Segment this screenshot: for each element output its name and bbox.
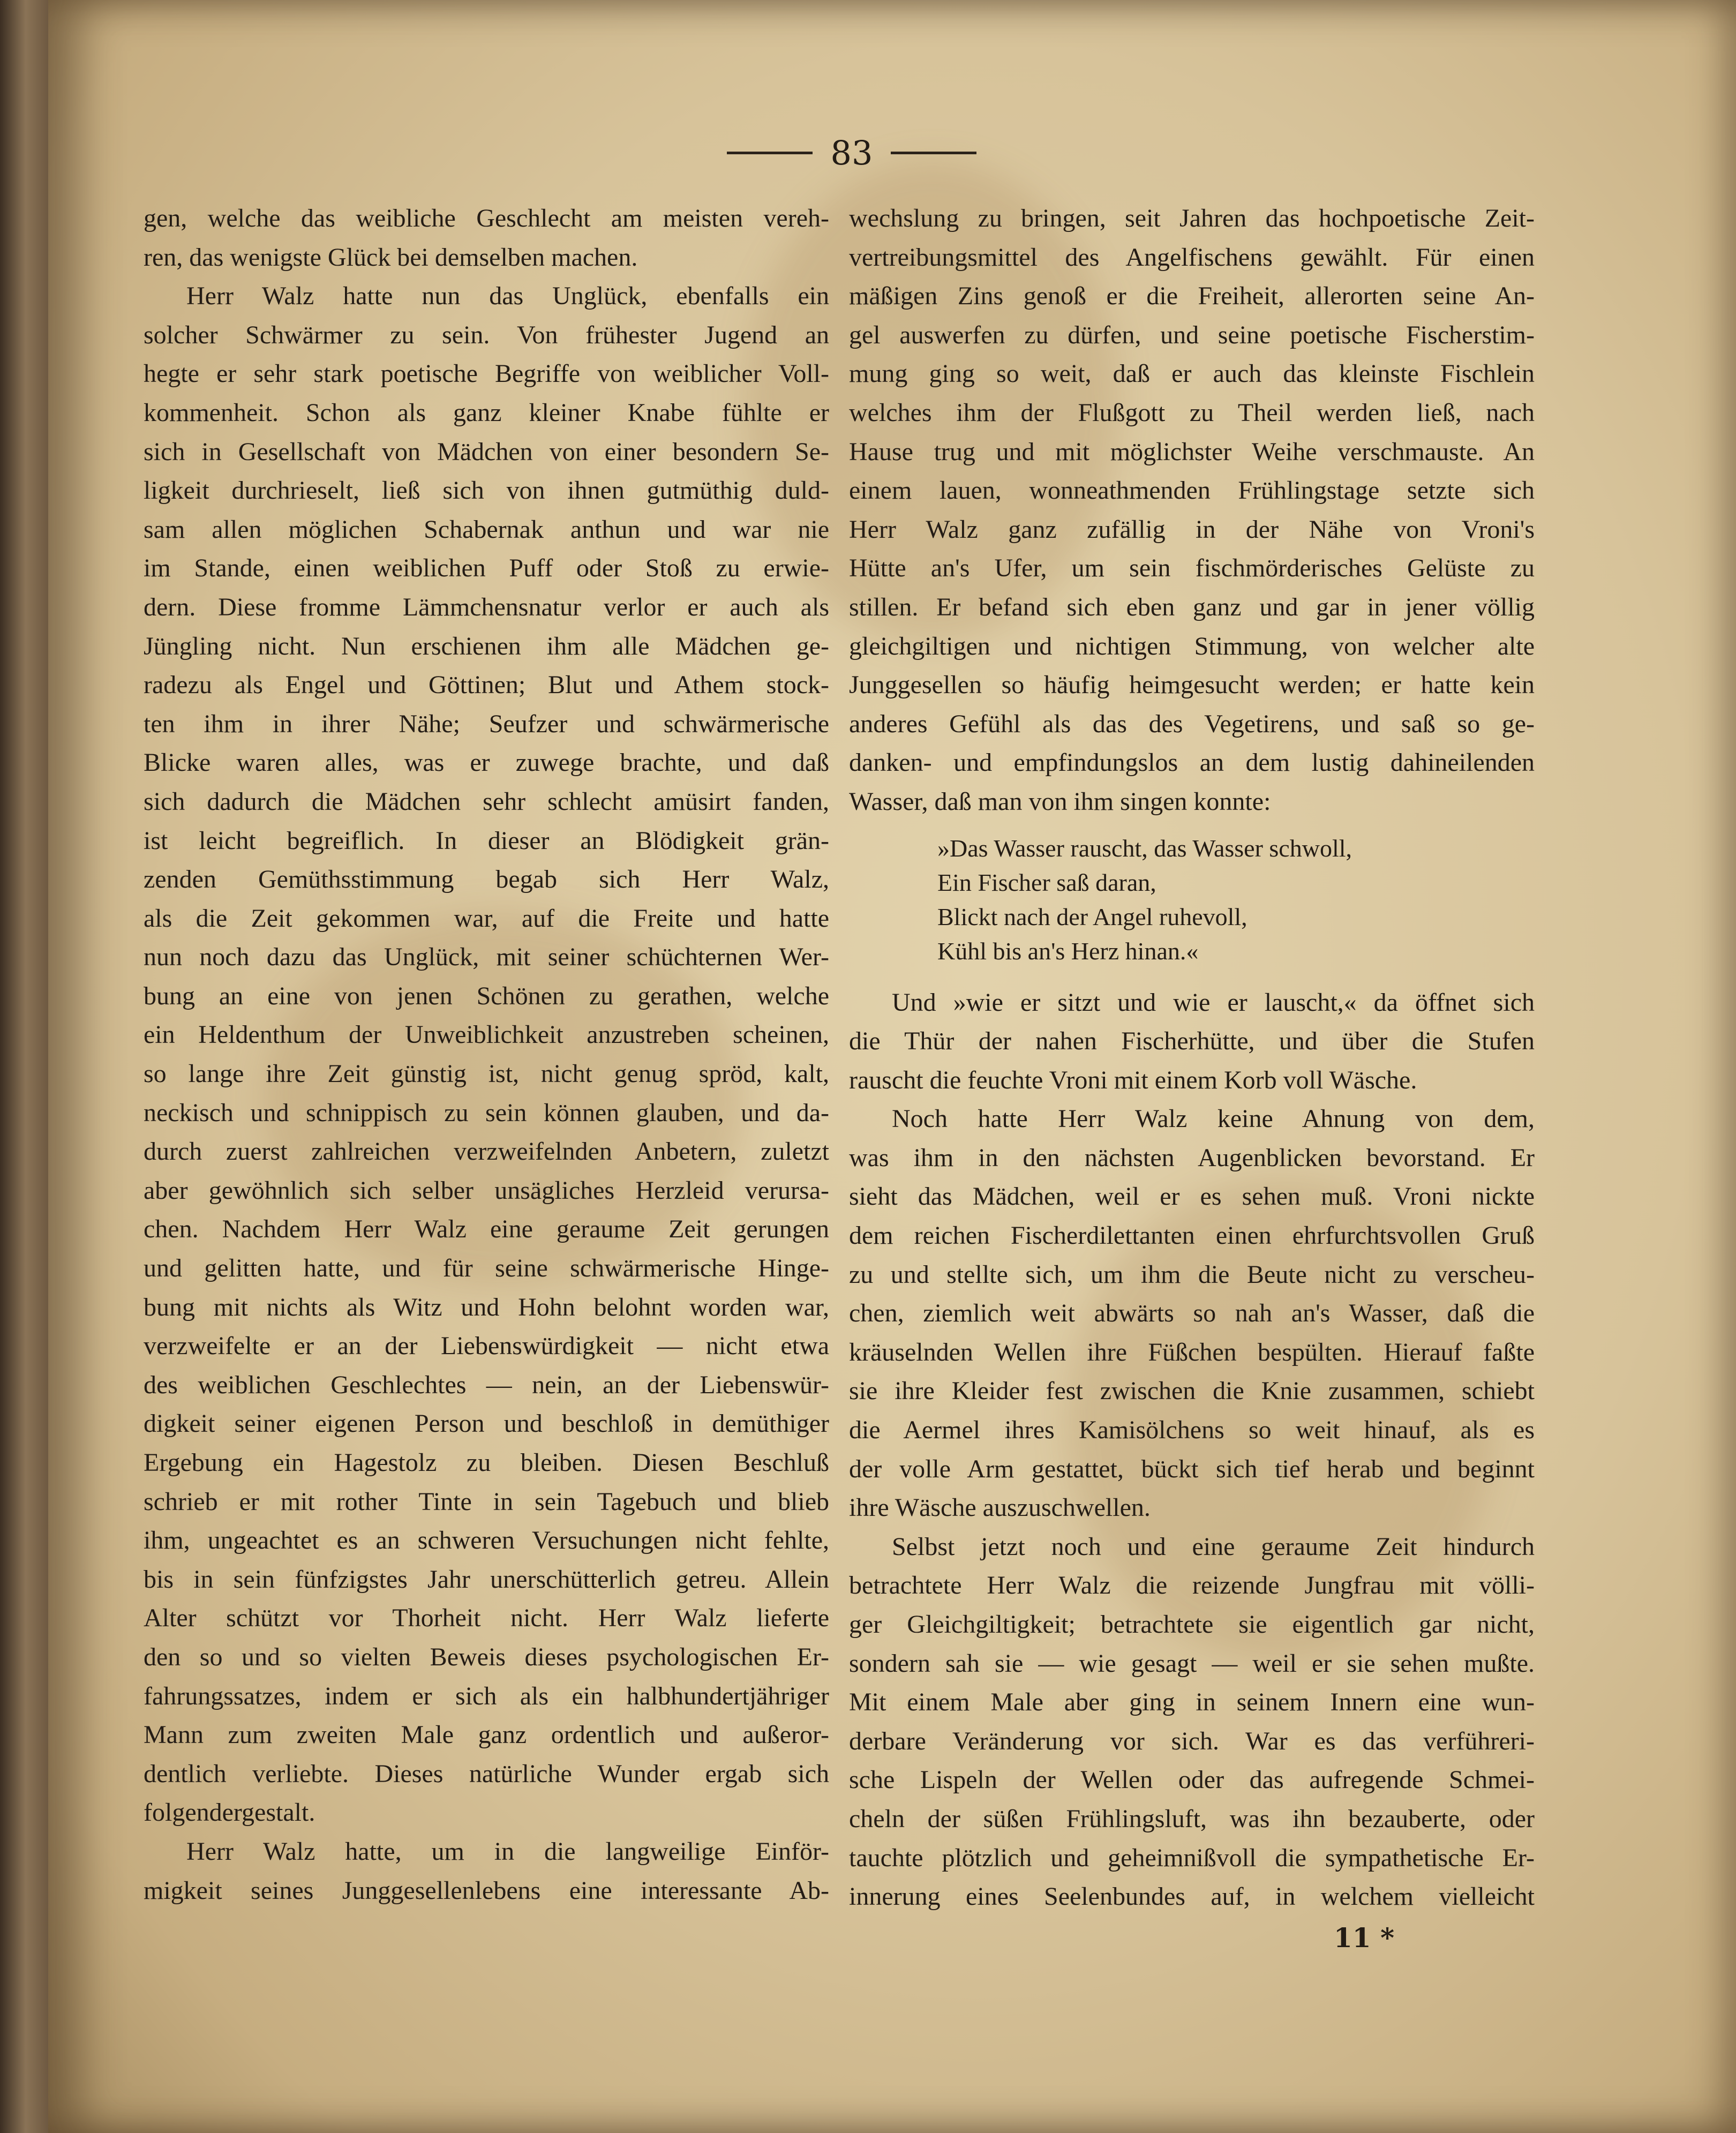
text-line: solcher Schwärmer zu sein. Von frühester Jugend an <box>144 320 829 349</box>
text-line: wechslung zu bringen, seit Jahren das hochpoetische Zeit- <box>849 204 1535 232</box>
text-line: so lange ihre Zeit günstig ist, nicht genug spröd, kalt, <box>144 1060 829 1088</box>
text-line: Noch hatte Herr Walz keine Ahnung von dem, <box>892 1105 1535 1133</box>
text-line: zu und stellte sich, um ihm die Beute nicht zu verscheu- <box>849 1260 1535 1289</box>
verse-spacing <box>849 822 1535 831</box>
text-line: zenden Gemüthsstimmung begab sich Herr Walz, <box>144 865 829 894</box>
header-rule-right <box>891 152 976 154</box>
text-line: ren, das wenigste Glück bei demselben machen. <box>144 243 638 272</box>
page-header <box>712 129 991 177</box>
text-line: gel auswerfen zu dürfen, und seine poetische Fischerstim- <box>849 320 1535 349</box>
text-line: sich dadurch die Mädchen sehr schlecht amüsirt fanden, <box>144 787 829 816</box>
text-line: verzweifelte er an der Liebenswürdigkeit — nicht etwa <box>144 1332 829 1361</box>
text-line: nun noch dazu das Unglück, mit seiner schüchternen Wer- <box>144 943 829 972</box>
text-line: der volle Arm gestattet, bückt sich tief herab und beginnt <box>849 1454 1535 1483</box>
text-line: fahrungssatzes, indem er sich als ein halbhundertjähriger <box>144 1681 829 1710</box>
text-line: danken- und empfindungslos an dem lustig dahineilenden <box>849 748 1535 777</box>
text-line: chen. Nachdem Herr Walz eine geraume Zeit gerungen <box>144 1215 829 1244</box>
text-line: Alter schützt vor Thorheit nicht. Herr Walz lieferte <box>144 1604 829 1633</box>
text-line: rauscht die feuchte Vroni mit einem Korb voll Wäsche. <box>849 1065 1417 1094</box>
text-line: gleichgiltigen und nichtigen Stimmung, von welcher alte <box>849 632 1535 660</box>
text-line: mäßigen Zins genoß er die Freiheit, allerorten seine An- <box>849 282 1535 311</box>
text-line: dentlich verliebte. Dieses natürliche Wunder ergab sich <box>144 1759 829 1788</box>
text-line: sich in Gesellschaft von Mädchen von einer besondern Se- <box>144 437 829 466</box>
text-line: sam allen möglichen Schabernak anthun und war nie <box>144 515 829 544</box>
text-line: Blicke waren alles, was er zuwege brachte, und daß <box>144 748 829 777</box>
text-line: cheln der süßen Frühlingsluft, was ihn bezauberte, oder <box>849 1804 1535 1833</box>
text-line: gen, welche das weibliche Geschlecht am meisten vereh- <box>144 204 829 232</box>
text-line: dem reichen Fischerdilettanten einen ehrfurchtsvollen Gruß <box>849 1221 1535 1250</box>
page-number: 83 <box>830 133 873 172</box>
text-line: derbare Veränderung vor sich. War es das verführeri- <box>849 1726 1535 1755</box>
text-line: anderes Gefühl als das des Vegetirens, und saß so ge- <box>849 709 1535 738</box>
text-line: im Stande, einen weiblichen Puff oder Stoß zu erwie- <box>144 554 829 583</box>
text-line: Jüngling nicht. Nun erschienen ihm alle Mädchen ge- <box>144 632 829 660</box>
signature-mark: 11 * <box>1334 1922 1395 1954</box>
text-line: ihre Wäsche auszuschwellen. <box>849 1493 1151 1522</box>
text-line: Und »wie er sitzt und wie er lauscht,« da öffnet sich <box>892 988 1535 1017</box>
text-line: chen, ziemlich weit abwärts so nah an's Wasser, daß die <box>849 1299 1535 1328</box>
text-line: sondern sah sie — wie gesagt — weil er sie sehen mußte. <box>849 1649 1535 1678</box>
text-line: migkeit seines Junggesellenlebens eine interessante Ab- <box>144 1876 829 1905</box>
verse-line: Ein Fischer saß daran, <box>937 868 1156 896</box>
text-line: Selbst jetzt noch und eine geraume Zeit hindurch <box>892 1532 1535 1561</box>
text-line: ein Heldenthum der Unweiblichkeit anzustreben scheinen, <box>144 1020 829 1049</box>
text-line: sche Lispeln der Wellen oder das aufregende Schmei- <box>849 1766 1535 1794</box>
text-line: hegte er sehr stark poetische Begriffe von weiblicher Voll- <box>144 359 829 388</box>
text-line: sie ihre Kleider fest zwischen die Knie zusammen, schiebt <box>849 1377 1535 1406</box>
text-line: Hause trug und mit möglichster Weihe verschmauste. An <box>849 437 1535 466</box>
text-line: des weiblichen Geschlechtes — nein, an der Liebenswür- <box>144 1370 829 1399</box>
left-text-column <box>144 199 829 1910</box>
text-line: ger Gleichgiltigkeit; betrachtete sie eigentlich gar nicht, <box>849 1610 1535 1639</box>
text-line: Herr Walz hatte nun das Unglück, ebenfalls ein <box>186 282 829 311</box>
verse-line: »Das Wasser rauscht, das Wasser schwoll, <box>937 834 1352 862</box>
text-line: neckisch und schnippisch zu sein können glauben, und da- <box>144 1098 829 1127</box>
text-line: was ihm in den nächsten Augenblicken bevorstand. Er <box>849 1143 1535 1172</box>
text-line: bung an eine von jenen Schönen zu gerathen, welche <box>144 981 829 1010</box>
text-line: Mann zum zweiten Male ganz ordentlich und außeror- <box>144 1721 829 1749</box>
text-line: innerung eines Seelenbundes auf, in welchem vielleicht <box>849 1882 1535 1911</box>
text-line: einem lauen, wonneathmenden Frühlingstage setzte sich <box>849 476 1535 505</box>
text-line: Ergebung ein Hagestolz zu bleiben. Diesen Beschluß <box>144 1448 829 1477</box>
text-line: radezu als Engel und Göttinen; Blut und Athem stock- <box>144 671 829 700</box>
text-line: durch zuerst zahlreichen verzweifelnden Anbetern, zuletzt <box>144 1137 829 1166</box>
text-line: bung mit nichts als Witz und Hohn belohnt worden war, <box>144 1293 829 1321</box>
text-line: vertreibungsmittel des Angelfischens gewählt. Für einen <box>849 243 1535 272</box>
right-text-column <box>849 199 1535 1917</box>
text-line: digkeit seiner eigenen Person und beschloß in demüthiger <box>144 1409 829 1438</box>
verse-line: Blickt nach der Angel ruhevoll, <box>937 903 1247 930</box>
text-line: sieht das Mädchen, weil er es sehen muß. Vroni nickte <box>849 1182 1535 1211</box>
text-line: folgendergestalt. <box>144 1798 315 1827</box>
header-rule-left <box>727 152 813 154</box>
text-line: die Aermel ihres Kamisölchens so weit hinauf, als es <box>849 1416 1535 1445</box>
text-line: aber gewöhnlich sich selber unsägliches Herzleid verursa- <box>144 1176 829 1205</box>
text-line: und gelitten hatte, und für seine schwärmerische Hinge- <box>144 1254 829 1283</box>
text-line: welches ihm der Flußgott zu Theil werden ließ, nach <box>849 398 1535 427</box>
text-line: Hütte an's Ufer, um sein fischmörderisches Gelüste zu <box>849 554 1535 583</box>
text-line: ligkeit durchrieselt, ließ sich von ihnen gutmüthig duld- <box>144 476 829 505</box>
text-line: mung ging so weit, daß er auch das kleinste Fischlein <box>849 359 1535 388</box>
text-line: Mit einem Male aber ging in seinem Innern eine wun- <box>849 1688 1535 1717</box>
text-line: Wasser, daß man von ihm singen konnte: <box>849 787 1271 816</box>
text-line: kommenheit. Schon als ganz kleiner Knabe fühlte er <box>144 398 829 427</box>
text-line: Herr Walz hatte, um in die langweilige Einför- <box>186 1837 829 1866</box>
text-line: den so und so vielten Beweis dieses psychologischen Er- <box>144 1642 829 1671</box>
text-line: dern. Diese fromme Lämmchensnatur verlor er auch als <box>144 592 829 621</box>
text-line: ist leicht begreiflich. In dieser an Blödigkeit grän- <box>144 826 829 855</box>
verse-line: Kühl bis an's Herz hinan.« <box>937 937 1199 965</box>
text-line: stillen. Er befand sich eben ganz und gar in jener völlig <box>849 592 1535 621</box>
text-line: schrieb er mit rother Tinte in sein Tagebuch und blieb <box>144 1487 829 1516</box>
text-line: ten ihm in ihrer Nähe; Seufzer und schwärmerische <box>144 709 829 738</box>
text-line: Herr Walz ganz zufällig in der Nähe von Vroni's <box>849 515 1535 544</box>
verse-spacing <box>849 968 1535 983</box>
text-line: ihm, ungeachtet es an schweren Versuchungen nicht fehlte, <box>144 1526 829 1555</box>
text-line: tauchte plötzlich und geheimnißvoll die sympathetische Er- <box>849 1843 1535 1872</box>
text-line: kräuselnden Wellen ihre Füßchen bespülten. Hierauf faßte <box>849 1338 1535 1366</box>
text-line: als die Zeit gekommen war, auf die Freite und hatte <box>144 904 829 933</box>
text-line: Junggesellen so häufig heimgesucht werden; er hatte kein <box>849 671 1535 700</box>
text-line: bis in sein fünfzigstes Jahr unerschütterlich getreu. Allein <box>144 1565 829 1594</box>
text-line: die Thür der nahen Fischerhütte, und über die Stufen <box>849 1027 1535 1056</box>
text-line: betrachtete Herr Walz die reizende Jungfrau mit völli- <box>849 1571 1535 1600</box>
